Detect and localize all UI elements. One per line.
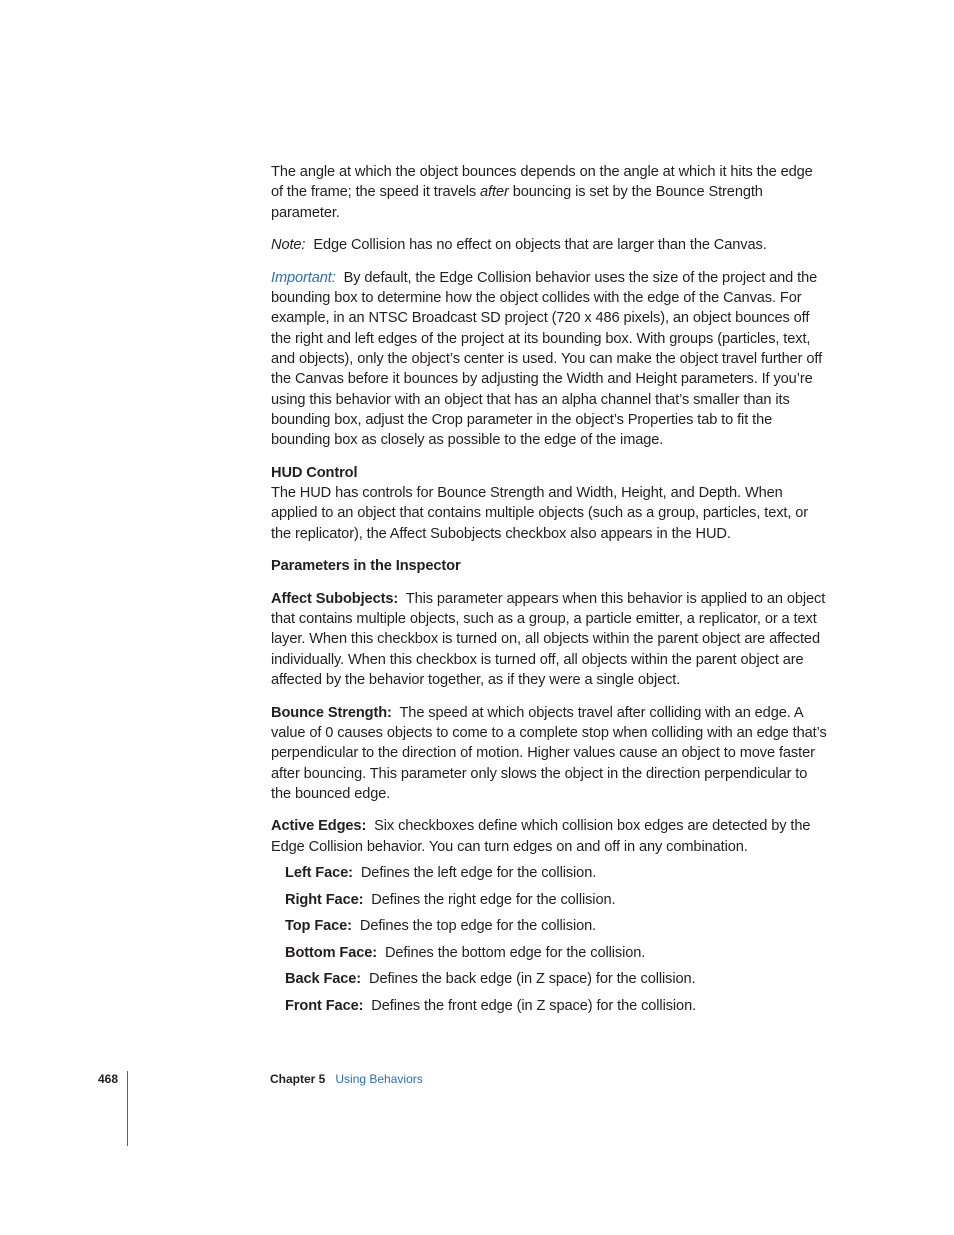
page-number: 468 (98, 1072, 119, 1086)
list-item (285, 996, 827, 1016)
face-label: Back Face: (285, 971, 362, 988)
chapter-title-link[interactable]: Using Behaviors (335, 1072, 423, 1086)
hud-control-heading: HUD Control (271, 464, 358, 481)
bounce-angle-paragraph (271, 162, 827, 223)
active-edges-label: Active Edges: (271, 818, 367, 835)
face-list (271, 863, 827, 1016)
page-body (271, 162, 827, 1022)
note-text: Edge Collision has no effect on objects that are larger than the Canvas. (313, 237, 767, 254)
face-text: Defines the bottom edge for the collision. (384, 944, 646, 961)
hud-section (271, 463, 827, 544)
face-text: Defines the left edge for the collision. (360, 865, 597, 882)
face-label: Top Face: (285, 918, 352, 935)
params-heading-paragraph (271, 556, 827, 576)
list-item (285, 890, 827, 910)
chapter-label: Chapter 5 (270, 1072, 326, 1086)
face-text: Defines the top edge for the collision. (359, 918, 597, 935)
face-text: Defines the front edge (in Z space) for the collision. (371, 997, 697, 1014)
list-item (285, 969, 827, 989)
face-text: Defines the right edge for the collision. (371, 891, 616, 908)
face-label: Right Face: (285, 891, 364, 908)
face-label: Front Face: (285, 997, 364, 1014)
face-label: Left Face: (285, 865, 353, 882)
emphasis-after: after (480, 184, 509, 201)
paragraph-text-end: bouncing is set by the Bounce Strength parameter. (271, 184, 763, 221)
affect-subobjects-label: Affect Subobjects: (271, 590, 399, 607)
bounce-strength-label: Bounce Strength: (271, 704, 392, 721)
important-paragraph (271, 268, 827, 451)
affect-subobjects-text: This parameter appears when this behavior is applied to an object that contains multiple objects, such as a group, a particle emitter, a replicator, or a text layer. When this checkbox is turned on, all objects within the parent object are affected individually. When this checkbox is turned off, all objects within the parent object are affected by the behavior together, as if they were a single object. (271, 590, 826, 689)
active-edges-text: Six checkboxes define which collision box edges are detected by the Edge Collision behavior. You can turn edges on and off in any combination. (271, 818, 811, 855)
bounce-strength-paragraph (271, 703, 827, 804)
hud-control-text: The HUD has controls for Bounce Strength and Width, Height, and Depth. When applied to an object that contains multiple objects (such as a group, particles, text, or the replicator), the Affect Subobjects checkbox also appears in the HUD. (271, 485, 809, 542)
paragraph-text: The angle at which the object bounces depends on the angle at which it hits the edge of the frame; the speed it travels (271, 164, 813, 201)
bounce-strength-text: The speed at which objects travel after colliding with an edge. A value of 0 causes objects to come to a complete stop when colliding with an edge that’s perpendicular to the direction of motion. Higher values cause an object to move faster after bouncing. This parameter only slows the object in the direction perpendicular to the bounced edge. (271, 704, 827, 802)
list-item (285, 863, 827, 883)
affect-subobjects-paragraph (271, 589, 827, 690)
footer-divider (127, 1071, 128, 1146)
important-label: Important: (271, 269, 336, 286)
chapter-footer (270, 1072, 423, 1086)
active-edges-paragraph (271, 816, 827, 857)
note-paragraph (271, 235, 827, 255)
face-text: Defines the back edge (in Z space) for the collision. (369, 971, 696, 988)
list-item (285, 943, 827, 963)
important-text: By default, the Edge Collision behavior uses the size of the project and the bounding box to determine how the object collides with the edge of the Canvas. For example, in an NTSC Broadcast SD project (720 x 486 pixels), an object bounces off the right and left edges of the project at its bounding box. With groups (particles, text, and objects), only the object’s center is used. You can make the object travel further off the Canvas before it bounces by adjusting the Width and Height parameters. If you’re using this behavior with an object that has an alpha channel that’s smaller than its bounding box, adjust the Crop parameter in the object’s Properties tab to fit the bounding box as closely as possible to the edge of the image. (271, 269, 823, 449)
face-label: Bottom Face: (285, 944, 378, 961)
note-label: Note: (271, 237, 306, 254)
parameters-heading: Parameters in the Inspector (271, 558, 461, 575)
list-item (285, 916, 827, 936)
